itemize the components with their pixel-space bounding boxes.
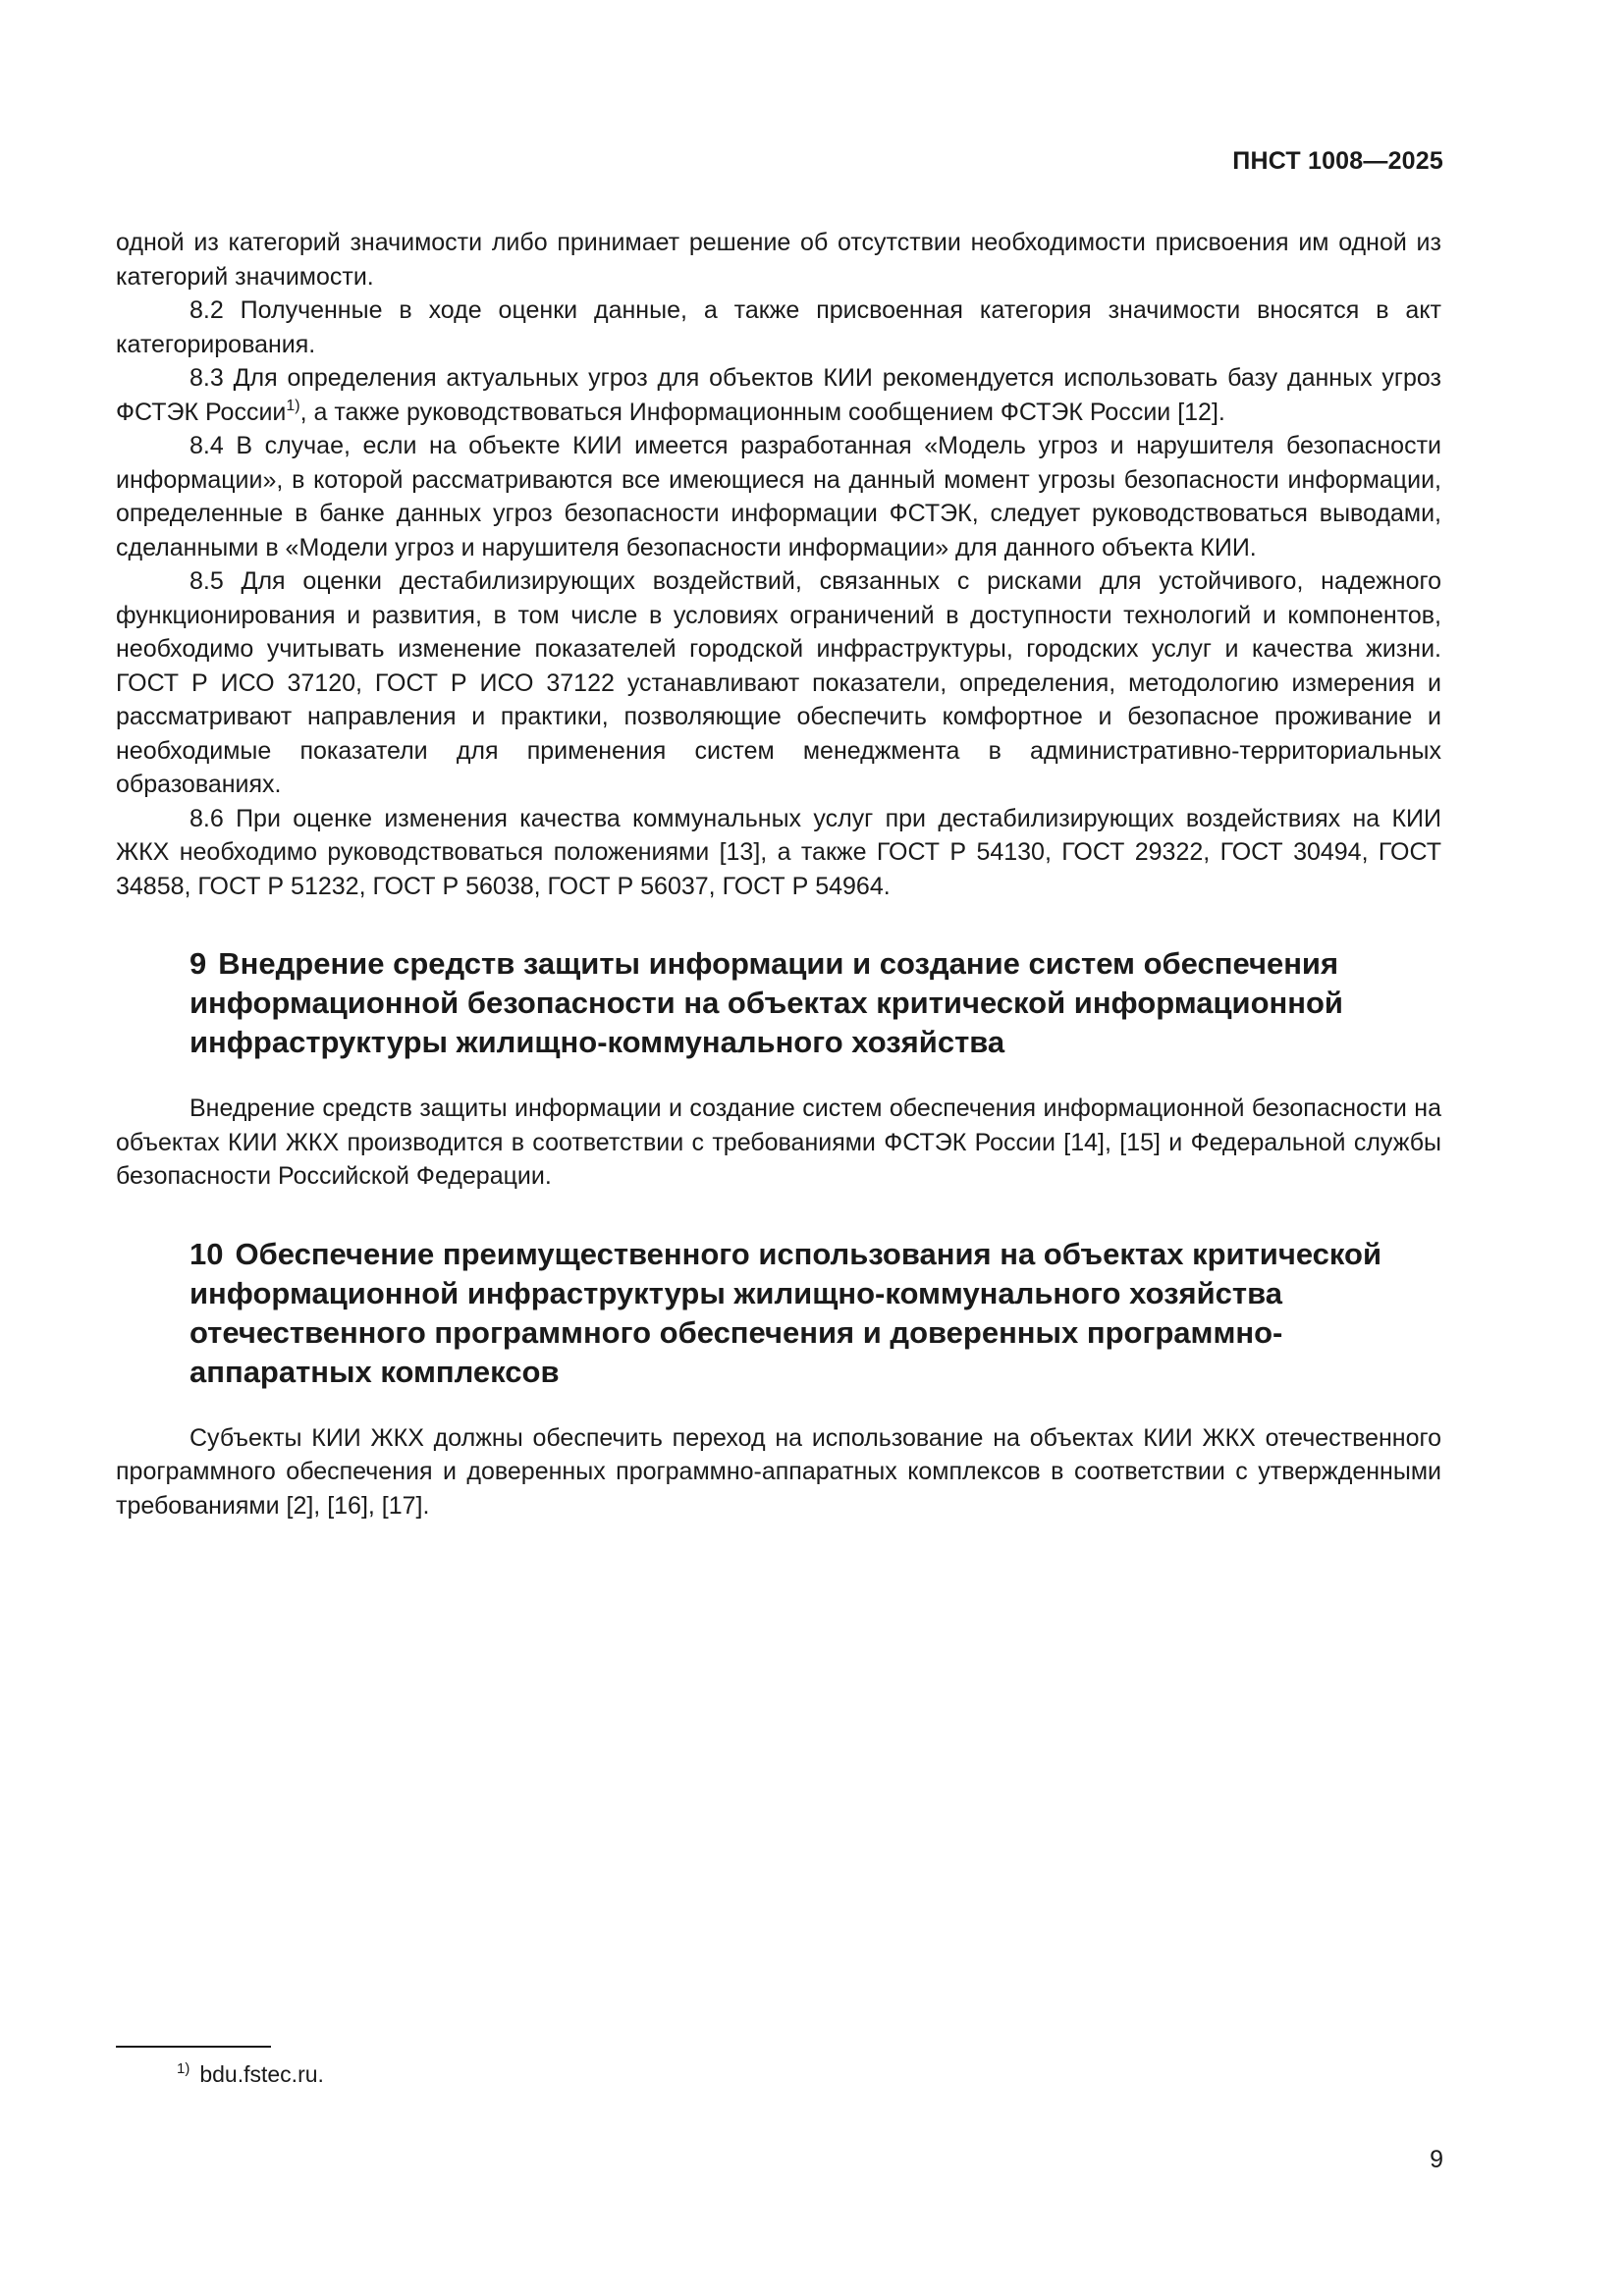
paragraph-continuation: одной из категорий значимости либо принимает решение об отсутствии необходимости присвоения им одной из категорий значимости. <box>116 229 1441 291</box>
paragraph-8-4: 8.4 В случае, если на объекте КИИ имеется разработанная «Модель угроз и нарушителя безопасности информации», в которой рассматриваются все имеющиеся на данный момент угрозы безопасности информации, определенные в банке данных угроз безопасности информации ФСТЭК, следует руководствоваться выводами, сделанными в «Модели угроз и нарушителя безопасности информации» для данного объекта КИИ. <box>116 432 1441 561</box>
paragraph-8-3-text-a: 8.3 Для определения актуальных угроз для объектов КИИ рекомендуется использовать базу данных угроз ФСТЭК России <box>116 364 1441 426</box>
document-body <box>116 226 1441 1522</box>
section-10-number: 10 <box>189 1236 224 1271</box>
paragraph-8-5: 8.5 Для оценки дестабилизирующих воздействий, связанных с рисками для устойчивого, надежного функционирования и развития, в том числе в условиях ограничений в доступности технологий и компонентов, необходимо учитывать изменение показателей городской инфраструктуры, городских услуг и качества жизни. ГОСТ Р ИСО 37120, ГОСТ Р ИСО 37122 устанавливают показатели, определения, методологию измерения и рассматривают направления и практики, позволяющие обеспечить комфортное и безопасное проживание и необходимые показатели для применения систем менеджмента в административно-территориальных образованиях. <box>116 567 1441 798</box>
paragraph-8-2: 8.2 Полученные в ходе оценки данные, а также присвоенная категория значимости вносятся в акт категорирования. <box>116 296 1441 358</box>
footnote-marker: 1) <box>177 2060 190 2077</box>
paragraph-8-6: 8.6 При оценке изменения качества коммунальных услуг при дестабилизирующих воздействиях на КИИ ЖКХ необходимо руководствоваться положениями [13], а также ГОСТ Р 54130, ГОСТ 29322, ГОСТ 30494, ГОСТ 34858, ГОСТ Р 51232, ГОСТ Р 56038, ГОСТ Р 56037, ГОСТ Р 54964. <box>116 804 1441 900</box>
paragraph-8-3-text-b: , а также руководствоваться Информационным сообщением ФСТЭК России [12]. <box>299 398 1225 426</box>
footnote <box>177 2059 324 2089</box>
page-number: 9 <box>1430 2146 1443 2173</box>
footnote-reference: 1) <box>286 397 300 414</box>
section-10-heading <box>116 1235 1441 1392</box>
section-10-body: Субъекты КИИ ЖКХ должны обеспечить переход на использование на объектах КИИ ЖКХ отечественного программного обеспечения и доверенных программно-аппаратных комплексов в соответствии с утвержденными требованиями [2], [16], [17]. <box>116 1423 1441 1520</box>
paragraph-8-3 <box>116 361 1441 429</box>
section-9-heading <box>116 944 1441 1062</box>
section-9-title: Внедрение средств защиты информации и создание систем обеспечения информационной безопасности на объектах критической информационной инфраструктуры жилищно-коммунального хозяйства <box>189 946 1343 1059</box>
section-9-body: Внедрение средств защиты информации и создание систем обеспечения информационной безопасности на объектах КИИ ЖКХ производится в соответствии с требованиями ФСТЭК России [14], [15] и Федеральной службы безопасности Российской Федерации. <box>116 1095 1441 1190</box>
document-code: ПНСТ 1008—2025 <box>1232 147 1443 175</box>
footnote-text: bdu.fstec.ru. <box>199 2061 324 2087</box>
section-10-title: Обеспечение преимущественного использования на объектах критической информационной инфраструктуры жилищно-коммунального хозяйства отечественного программного обеспечения и доверенных программно-аппаратных комплексов <box>189 1236 1382 1389</box>
footnote-divider <box>116 2046 271 2048</box>
section-9-number: 9 <box>189 946 207 981</box>
